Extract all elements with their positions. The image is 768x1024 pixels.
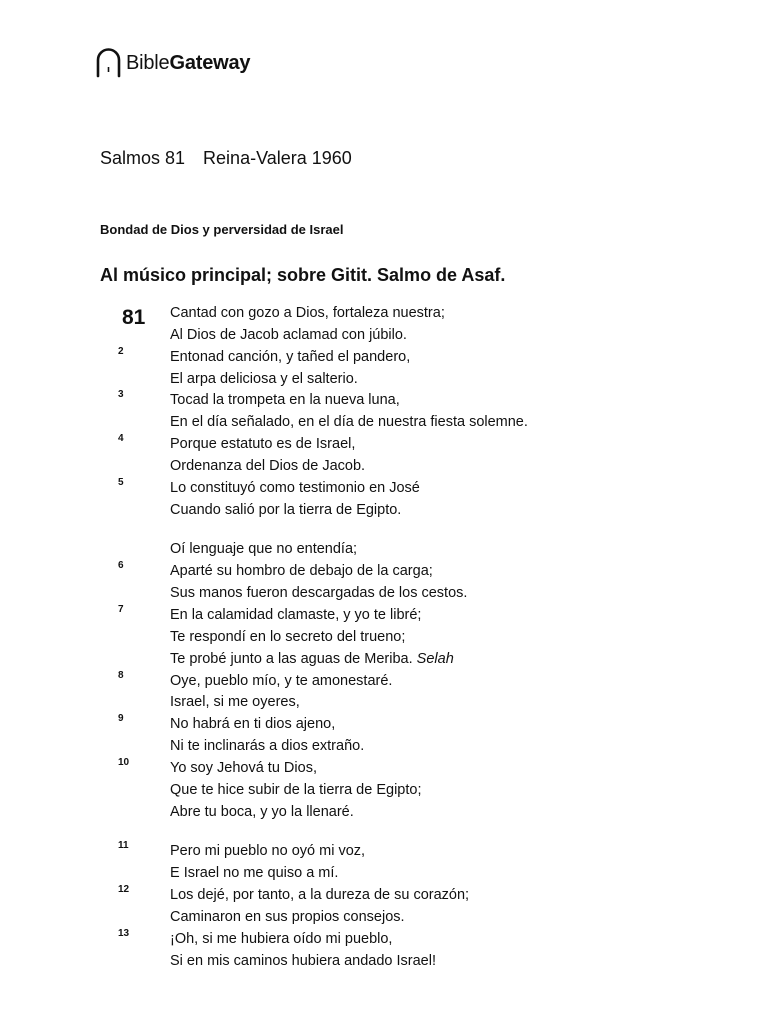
verse-text-content: En el día señalado, en el día de nuestra fiesta solemne. xyxy=(170,414,528,431)
poem-line xyxy=(100,863,660,885)
stanza-break xyxy=(100,521,660,539)
verse-text-content: E Israel no me quiso a mí. xyxy=(170,865,339,882)
verse-text-content: Ni te inclinarás a dios extraño. xyxy=(170,738,365,755)
verse-text-content: Ordenanza del Dios de Jacob. xyxy=(170,457,366,474)
poem-line xyxy=(100,539,660,561)
verse-text xyxy=(170,583,467,605)
verse-text-content: Sus manos fueron descargadas de los cestos. xyxy=(170,585,468,602)
verse-text xyxy=(170,390,400,412)
verse-number: 8 xyxy=(118,669,124,681)
verse-text xyxy=(170,434,355,456)
verse-text xyxy=(170,802,354,824)
poem-line xyxy=(100,500,660,522)
poem-line xyxy=(100,841,660,863)
verse-number: 4 xyxy=(118,433,124,445)
verse-text-content: Porque estatuto es de Israel, xyxy=(170,436,356,453)
verse-text-content: Los dejé, por tanto, a la dureza de su corazón; xyxy=(170,887,470,904)
poem-line xyxy=(100,369,660,391)
poem-line xyxy=(100,325,660,347)
poem-line xyxy=(100,671,660,693)
poem-line xyxy=(100,434,660,456)
verse-text-content: Abre tu boca, y yo la llenaré. xyxy=(170,803,354,820)
verse-number: 3 xyxy=(118,389,124,401)
stanza xyxy=(100,303,660,521)
poem-line xyxy=(100,412,660,434)
verse-text xyxy=(170,692,300,714)
verse-number: 7 xyxy=(118,603,124,615)
poem-line xyxy=(100,692,660,714)
verse-text-content: ¡Oh, si me hubiera oído mi pueblo, xyxy=(170,930,393,947)
biblegateway-arch-icon xyxy=(95,48,123,78)
verse-text xyxy=(170,758,317,780)
poem-line xyxy=(100,736,660,758)
verse-text-content: Yo soy Jehová tu Dios, xyxy=(170,759,317,776)
verse-text xyxy=(170,885,469,907)
verse-text xyxy=(170,500,401,522)
poem-line xyxy=(100,780,660,802)
verse-text-content: Tocad la trompeta en la nueva luna, xyxy=(170,392,400,409)
poem-line xyxy=(100,649,660,671)
verse-text-content: En la calamidad clamaste, y yo te libré; xyxy=(170,606,422,623)
verse-text-content: Si en mis caminos hubiera andado Israel! xyxy=(170,952,436,969)
poem-line xyxy=(100,802,660,824)
verse-number: 5 xyxy=(118,476,124,488)
verse-text xyxy=(170,929,392,951)
poem-line xyxy=(100,907,660,929)
verse-text xyxy=(170,649,454,671)
verse-text-content: Oye, pueblo mío, y te amonestaré. xyxy=(170,672,393,689)
verse-number: 13 xyxy=(118,927,130,939)
logo-text-gateway: Gateway xyxy=(169,52,251,74)
verse-text xyxy=(170,841,365,863)
verse-text-content: Oí lenguaje que no entendía; xyxy=(170,541,358,558)
verse-number: 10 xyxy=(118,756,130,768)
poem-line xyxy=(100,758,660,780)
verse-text xyxy=(170,456,365,478)
verse-text xyxy=(170,412,528,434)
poem-line xyxy=(100,951,660,973)
verse-text xyxy=(170,714,335,736)
poem-line xyxy=(100,456,660,478)
poem-line xyxy=(100,929,660,951)
verse-text xyxy=(170,951,436,973)
verse-number: 12 xyxy=(118,884,130,896)
poem-line xyxy=(100,627,660,649)
verse-text-content: Cantad con gozo a Dios, fortaleza nuestra; xyxy=(170,305,445,321)
poem-line xyxy=(100,561,660,583)
poem-line xyxy=(100,303,660,329)
verse-text xyxy=(170,561,433,583)
verse-text-content: No habrá en ti dios ajeno, xyxy=(170,716,336,733)
poem-line xyxy=(100,885,660,907)
selah-marker: Selah xyxy=(416,650,454,667)
verse-text xyxy=(170,627,405,649)
verse-text-content: Que te hice subir de la tierra de Egipto; xyxy=(170,781,422,798)
poem-line xyxy=(100,347,660,369)
verse-text xyxy=(170,736,364,758)
poem-line xyxy=(100,478,660,500)
verse-text-content: El arpa deliciosa y el salterio. xyxy=(170,370,358,387)
verse-text-content: Caminaron en sus propios consejos. xyxy=(170,908,405,925)
psalm-text xyxy=(100,303,660,972)
verse-text xyxy=(170,780,421,802)
verse-text xyxy=(170,907,405,929)
poem-line xyxy=(100,390,660,412)
chapter-number: 81 xyxy=(122,306,146,329)
verse-text xyxy=(170,325,407,347)
poem-line xyxy=(100,605,660,627)
verse-text xyxy=(170,863,338,885)
verse-text-content: Aparté su hombro de debajo de la carga; xyxy=(170,563,433,580)
stanza xyxy=(100,841,660,972)
verse-number: 2 xyxy=(118,345,124,357)
verse-text xyxy=(170,539,357,561)
section-heading: Bondad de Dios y perversidad de Israel xyxy=(100,222,344,237)
verse-number: 6 xyxy=(118,560,124,572)
verse-number: 11 xyxy=(118,840,129,852)
verse-text xyxy=(170,478,420,500)
verse-text xyxy=(170,671,392,693)
verse-text-content: Te respondí en lo secreto del trueno; xyxy=(170,628,406,645)
verse-text-content: Lo constituyó como testimonio en José xyxy=(170,479,420,496)
verse-number: 9 xyxy=(118,713,124,725)
poem-line xyxy=(100,583,660,605)
biblegateway-logo[interactable] xyxy=(95,48,250,78)
verse-text-content: Israel, si me oyeres, xyxy=(170,694,300,711)
logo-text-bible: Bible xyxy=(126,52,170,74)
verse-text xyxy=(170,347,410,369)
verse-text-content: Al Dios de Jacob aclamad con júbilo. xyxy=(170,326,407,343)
verse-text xyxy=(170,303,445,325)
passage-title: Salmos 81 xyxy=(100,148,186,168)
bible-version: Reina-Valera 1960 xyxy=(203,148,352,168)
passage-reference xyxy=(100,145,352,171)
logo-wordmark xyxy=(126,48,250,78)
verse-text xyxy=(170,369,358,391)
verse-text-content: Cuando salió por la tierra de Egipto. xyxy=(170,501,402,518)
verse-text-content: Entonad canción, y tañed el pandero, xyxy=(170,348,411,365)
stanza xyxy=(100,539,660,823)
poem-line xyxy=(100,714,660,736)
psalm-superscription: Al músico principal; sobre Gitit. Salmo de Asaf. xyxy=(100,265,506,285)
stanza-break xyxy=(100,823,660,841)
verse-text-content: Pero mi pueblo no oyó mi voz, xyxy=(170,843,366,860)
verse-text xyxy=(170,605,421,627)
verse-text-content: Te probé junto a las aguas de Meriba. xyxy=(170,650,413,667)
